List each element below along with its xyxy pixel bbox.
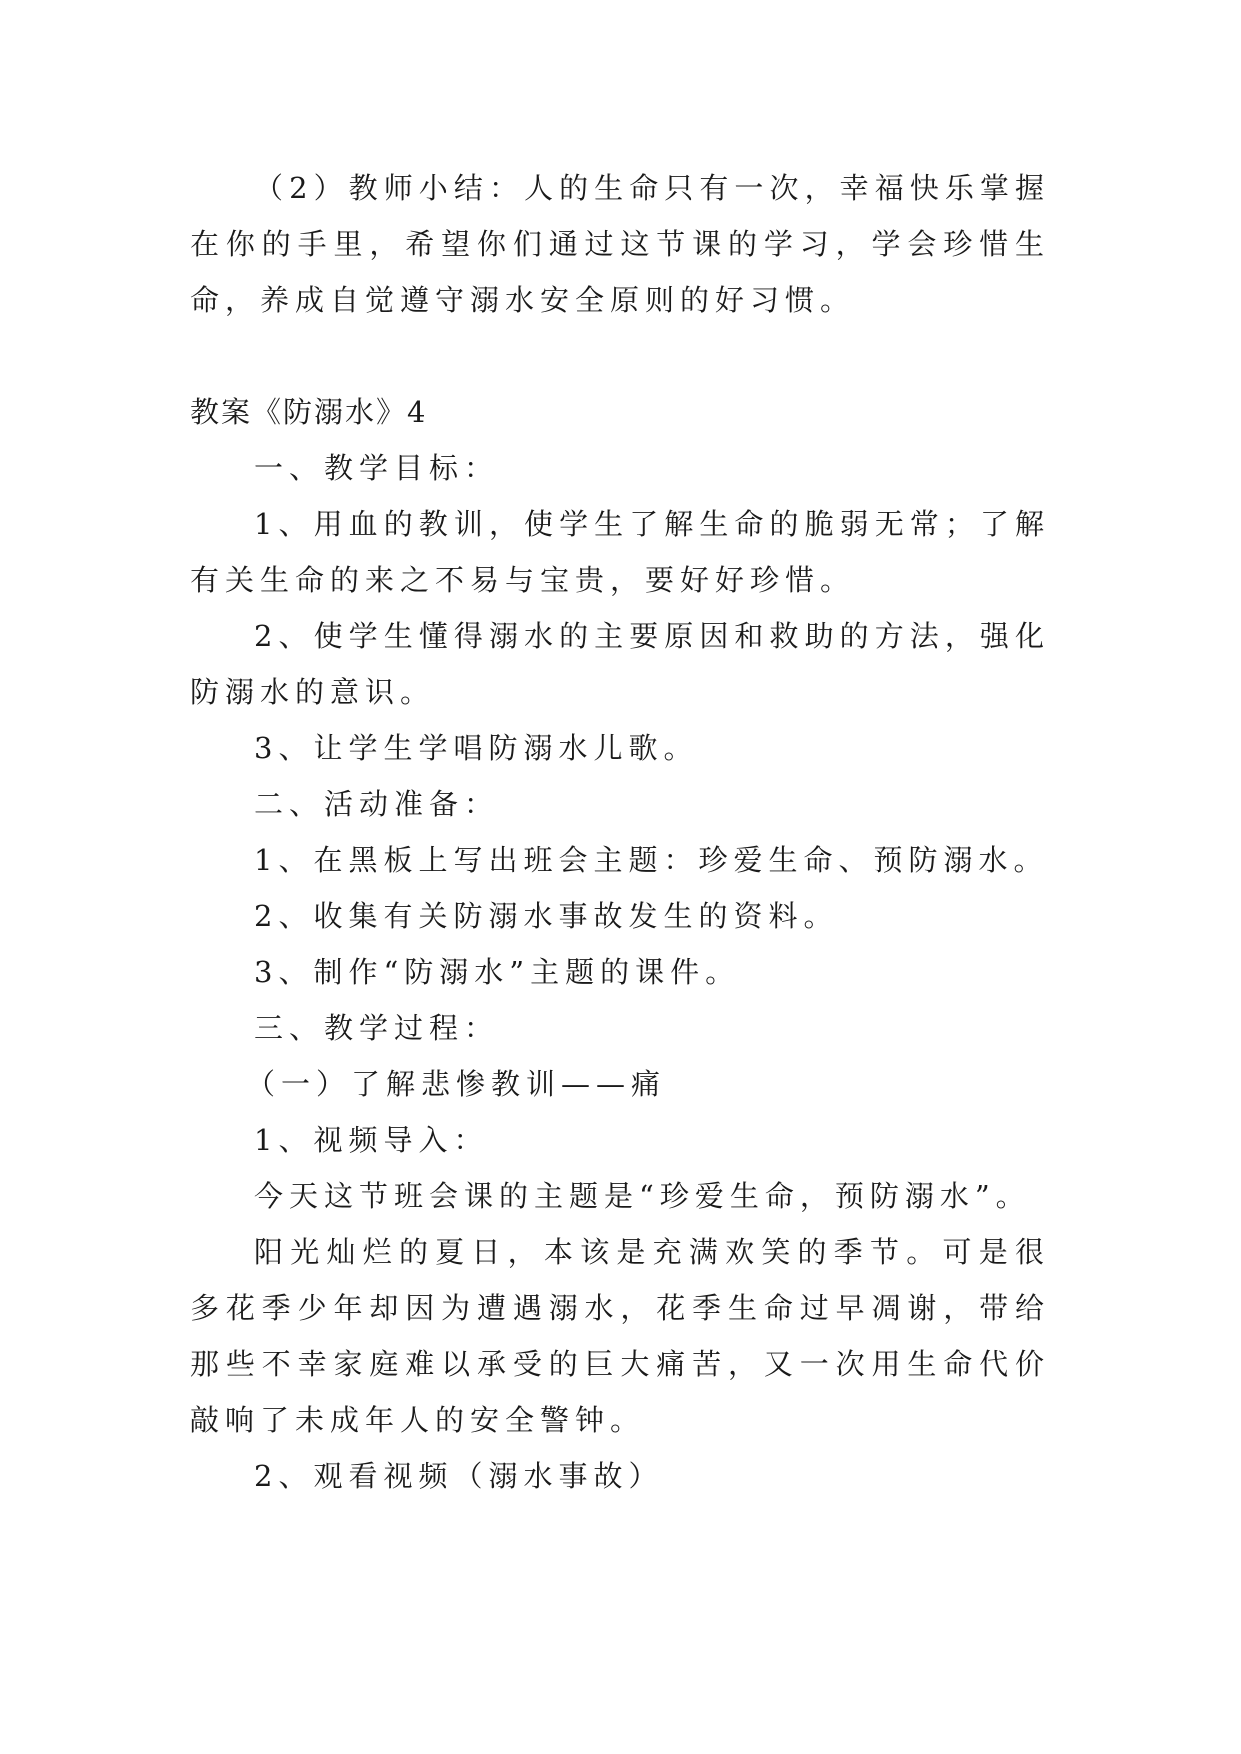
process-step-1: 1、视频导入： [254, 1123, 489, 1157]
summary-paragraph: （2）教师小结：人的生命只有一次，幸福快乐掌握在你的手里，希望你们通过这节课的学习，学会珍惜生命，养成自觉遵守溺水安全原则的好习惯。 [190, 171, 1050, 317]
prep-item-1: 1、在黑板上写出班会主题：珍爱生命、预防溺水。 [254, 843, 1049, 877]
heading-activity-prep: 二、活动准备： [254, 787, 500, 821]
process-step-2: 2、观看视频（溺水事故） [254, 1459, 664, 1493]
heading-teaching-process: 三、教学过程： [254, 1011, 500, 1045]
prep-item-3: 3、制作“防溺水”主题的课件。 [254, 955, 741, 989]
document-page [190, 160, 1050, 1504]
summer-paragraph: 阳光灿烂的夏日，本该是充满欢笑的季节。可是很多花季少年却因为遭遇溺水，花季生命过早凋谢，带给那些不幸家庭难以承受的巨大痛苦，又一次用生命代价敲响了未成年人的安全警钟。 [190, 1235, 1050, 1437]
goal-item-3: 3、让学生学唱防溺水儿歌。 [254, 731, 699, 765]
goal-item-1: 1、用血的教训，使学生了解生命的脆弱无常；了解有关生命的来之不易与宝贵，要好好珍惜。 [190, 507, 1050, 597]
process-subheading-1: （一）了解悲惨教训——痛 [246, 1067, 667, 1101]
prep-item-2: 2、收集有关防溺水事故发生的资料。 [254, 899, 839, 933]
intro-paragraph: 今天这节班会课的主题是“珍爱生命，预防溺水”。 [254, 1179, 1031, 1213]
heading-teaching-goals: 一、教学目标： [254, 451, 500, 485]
goal-item-2: 2、使学生懂得溺水的主要原因和救助的方法，强化防溺水的意识。 [190, 619, 1050, 709]
lesson-title: 教案《防溺水》4 [190, 395, 428, 429]
section-gap [190, 328, 1050, 384]
